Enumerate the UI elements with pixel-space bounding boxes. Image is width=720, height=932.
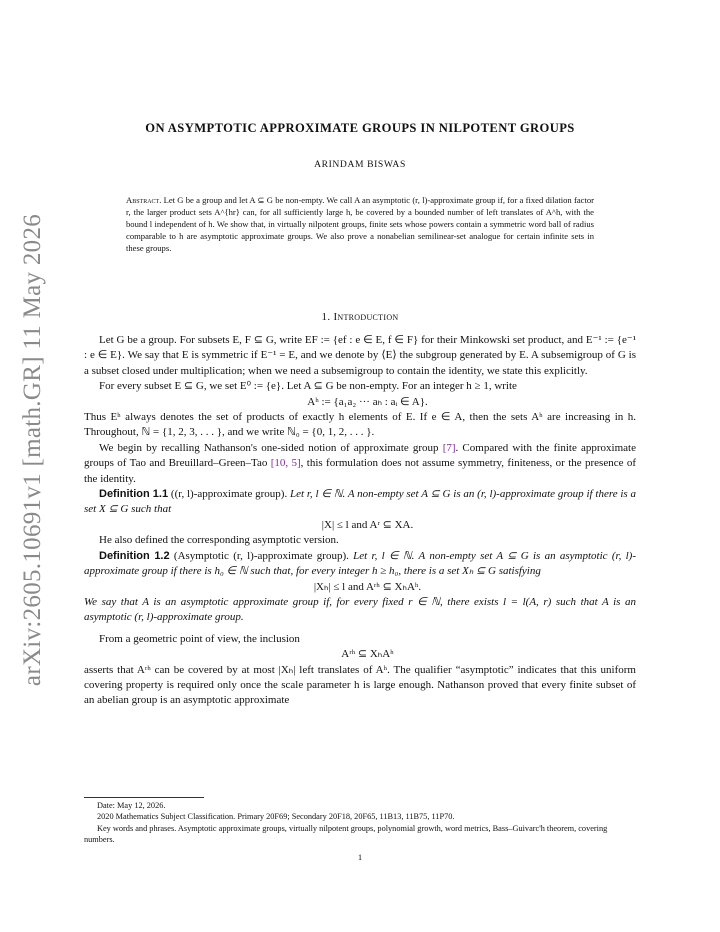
body-text	[84, 333, 636, 709]
definition-name: (Asymptotic (r, l)-approximate group).	[169, 549, 349, 562]
paragraph	[84, 441, 636, 487]
paper-title: ON ASYMPTOTIC APPROXIMATE GROUPS IN NILPOTENT GROUPS	[145, 121, 575, 135]
display-equation: |Xₕ| ≤ l and Aʳʰ ⊆ XₕAʰ.	[313, 580, 422, 593]
definition-heading: Definition 1.1	[99, 488, 169, 501]
paragraph-text: , this formulation does not assume symmetry, finiteness, or the presence of the identity.	[84, 457, 636, 485]
abstract-label: Abstract.	[126, 195, 162, 205]
footnote-msc: 2020 Mathematics Subject Classification. Primary 20F69; Secondary 20F18, 20F65, 11B13, 11B75, 11P70.	[97, 812, 455, 822]
section-title: Introduction	[333, 311, 399, 323]
definition-heading: Definition 1.2	[99, 549, 170, 562]
abstract	[126, 194, 594, 254]
footnotes	[84, 800, 636, 846]
arxiv-stamp-text: arXiv:2605.10691v1 [math.GR] 11 May 2026	[19, 213, 46, 687]
paragraph-text: . Compared with the finite approximate groups of Tao and Breuillard–Green–Tao	[84, 441, 636, 470]
display-equation: Aʰ := {a₁a₂ ··· aₕ : aᵢ ∈ A}.	[307, 395, 428, 408]
definition-name: ((r, l)-approximate group).	[168, 488, 288, 501]
paragraph: He also defined the corresponding asymptotic version.	[99, 534, 339, 547]
citation-link[interactable]: [10, 5]	[270, 457, 301, 470]
abstract-text: Let G be a group and let A ⊆ G be non-empty. We call A an asymptotic (r, l)-approximate group if, for a fixed dilation factor r, the larger product sets A^{hr} can, for all sufficiently large h, be covered by a bounded number of left translates of A^h, with the bound l independent of h. We show that, in virtually nilpotent groups, finite sets whose powers contain a symmetric word ball of radius comparable to h are asymptotic approximate groups. We also prove a nonabelian semilinear-set analogue for certain infinite sets in these groups.	[126, 195, 594, 254]
definition-text: Let r, l ∈ ℕ. A non-empty set A ⊆ G is an asymptotic (r, l)-approximate group if there is h₀ ∈ ℕ such that, for every integer h ≥ h₀, there is a set Xₕ ⊆ G satisfying	[84, 549, 636, 578]
definition-continuation: We say that A is an asymptotic approximate group if, for every fixed r ∈ ℕ, there exists l = l(A, r) such that A is an asymptotic (r, l)-approximate group.	[84, 595, 636, 624]
display-equation: Aʳʰ ⊆ XₕAʰ	[341, 648, 394, 661]
arxiv-identifier-stamp	[18, 213, 48, 687]
author-name: ARINDAM BISWAS	[314, 159, 406, 170]
section-number: 1.	[321, 311, 331, 323]
citation-link[interactable]: [7]	[442, 441, 456, 454]
paragraph: Thus Eʰ always denotes the set of products of exactly h elements of E. If e ∈ A, then the sets Aʰ are increasing in h. Throughout, ℕ = {1, 2, 3, . . . }, and we write ℕ₀ = {0, 1, 2, . . . }.	[84, 411, 636, 439]
paragraph-text: We begin by recalling Nathanson's one-sided notion of approximate group	[99, 441, 443, 454]
display-equation: |X| ≤ l and Aʳ ⊆ XA.	[321, 518, 414, 531]
section-heading	[84, 311, 636, 323]
paragraph: For every subset E ⊆ G, we set E⁰ := {e}. Let A ⊆ G be non-empty. For an integer h ≥ 1, write	[99, 380, 517, 393]
paragraph: Let G be a group. For subsets E, F ⊆ G, write EF := {ef : e ∈ E, f ∈ F} for their Minkowski set product, and E⁻¹ := {e⁻¹ : e ∈ E}. We say that E is symmetric if E⁻¹ = E, and we denote by ⟨E⟩ the subgroup generated by E. A subsemigroup of G is a subset closed under multiplication; when we need a subsemigroup to contain the identity, we state this explicitly.	[84, 334, 636, 377]
footnote-keywords: Key words and phrases. Asymptotic approximate groups, virtually nilpotent groups, polynomial growth, word metrics, Bass–Guivarc'h theorem, covering numbers.	[84, 823, 608, 845]
definition-text: Let r, l ∈ ℕ. A non-empty set A ⊆ G is an (r, l)-approximate group if there is a set X ⊆ G such that	[84, 488, 636, 516]
paragraph: asserts that Aʳʰ can be covered by at most |Xₕ| left translates of Aʰ. The qualifier “asymptotic” indicates that this uniform covering property is required only once the scale parameter h is large enough. Nathanson proved that every finite subset of an abelian group is an asymptotic approximate	[84, 663, 636, 707]
definition-1-1	[84, 487, 636, 518]
footnote-rule	[84, 797, 204, 798]
footnote-date: Date: May 12, 2026.	[97, 801, 166, 810]
definition-1-2	[84, 549, 636, 580]
page-number: 1	[357, 852, 363, 862]
paragraph: From a geometric point of view, the inclusion	[99, 632, 300, 645]
